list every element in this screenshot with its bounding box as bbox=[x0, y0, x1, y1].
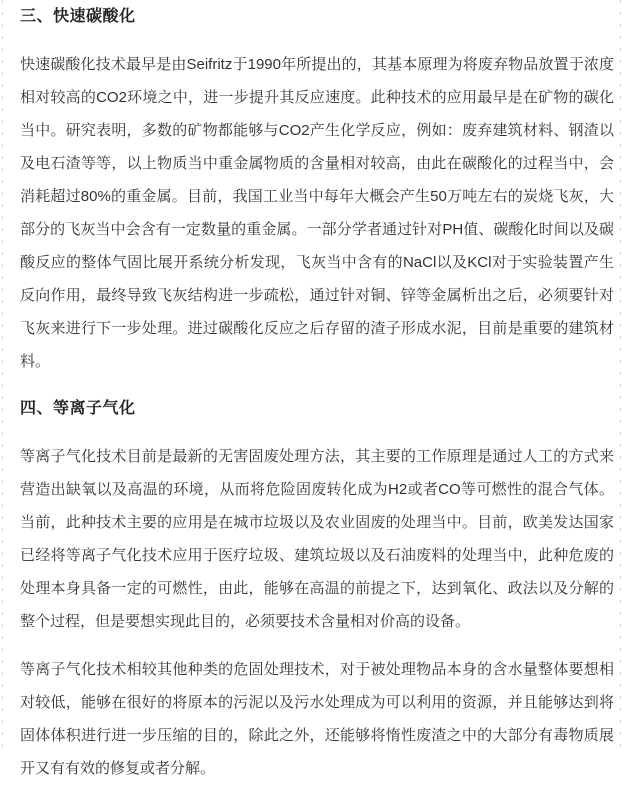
paragraph: 等离子气化技术目前是最新的无害固废处理方法，其主要的工作原理是通过人工的方式来营造出缺氧以及高温的环境，从而将危险固废转化成为H2或者CO等可燃性的混合气体。当前，此种技术主要的应用是在城市垃圾以及农业固废的处理当中。目前，欧美发达国家已经将等离子气化技术应用于医疗垃圾、建筑垃圾以及石油废料的处理当中，此种危废的处理本身具备一定的可燃性，由此，能够在高温的前提之下，达到氧化、政法以及分解的整个过程，但是要想实现此目的，必须要技术含量相对价高的设备。 bbox=[20, 448, 614, 630]
paragraph: 等离子气化技术相较其他种类的危固处理技术，对于被处理物品本身的含水量整体要想相对较低，能够在很好的将原本的污泥以及污水处理成为可以利用的资源，并且能够达到将固体体积进行进一步压缩的目的，除此之外，还能够将惰性废渣之中的大部分有毒物质展开又有有效的修复或者分解。 bbox=[20, 661, 614, 777]
text-boundary-guide-right bbox=[620, 0, 621, 747]
section-heading: 四、等离子气化 bbox=[20, 400, 136, 417]
text-boundary-guide-left bbox=[2, 0, 3, 747]
section-rapid-carbonation bbox=[20, 0, 614, 378]
paragraph: 快速碳酸化技术最早是由Seifritz于1990年所提出的，其基本原理为将废弃物品放置于浓度相对较高的CO2环境之中，进一步提升其反应速度。此种技术的应用最早是在矿物的碳化当中。研究表明，多数的矿物都能够与CO2产生化学反应，例如：废弃建筑材料、钢渣以及电石渣等等，以上物质当中重金属物质的含量相对较高，由此在碳酸化的过程当中，会消耗超过80%的重金属。目前，我国工业当中每年大概会产生50万吨左右的炭烧飞灰，大部分的飞灰当中会含有一定数量的重金属。一部分学者通过针对PH值、碳酸化时间以及碳酸反应的整体气固比展开系统分析发现，飞灰当中含有的NaCl以及KCl对于实验装置产生反向作用，最终导致飞灰结构进一步疏松，通过针对铜、锌等金属析出之后，必须要针对飞灰来进行下一步处理。进过碳酸化反应之后存留的渣子形成水泥，目前是重要的建筑材料。 bbox=[20, 56, 614, 370]
section-plasma-gasification bbox=[20, 392, 614, 785]
section-heading: 三、快速碳酸化 bbox=[20, 8, 136, 25]
